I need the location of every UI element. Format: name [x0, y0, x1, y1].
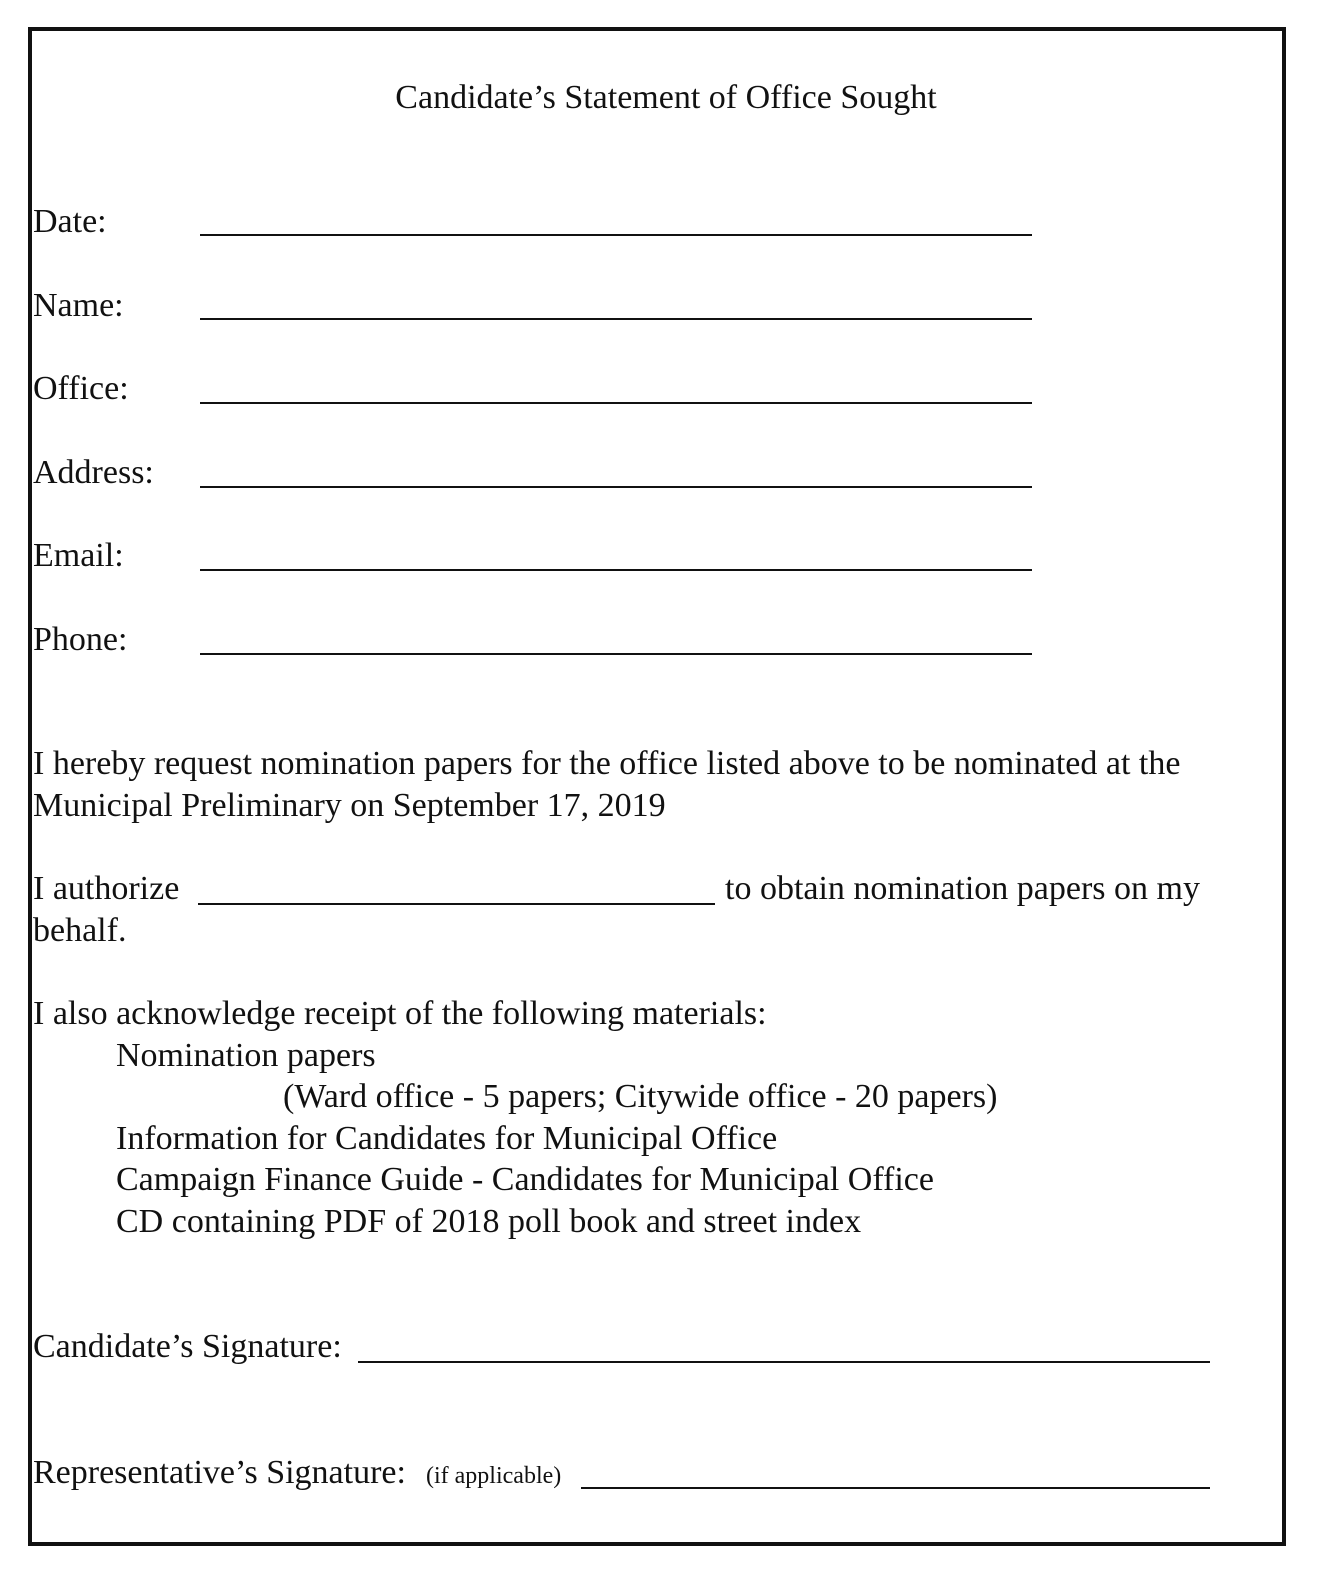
email-label: Email: — [33, 537, 124, 574]
if-applicable-note: (if applicable) — [426, 1463, 562, 1489]
representative-signature-label: Representative’s Signature: — [33, 1454, 406, 1491]
office-label: Office: — [33, 370, 129, 407]
authorize-suffix: to obtain nomination papers on my — [725, 870, 1200, 907]
candidate-signature-label: Candidate’s Signature: — [33, 1328, 342, 1365]
phone-field[interactable] — [200, 653, 1032, 655]
representative-name-field[interactable] — [198, 903, 715, 905]
phone-label: Phone: — [33, 621, 128, 658]
name-label: Name: — [33, 287, 124, 324]
email-field[interactable] — [200, 569, 1032, 571]
acknowledge-intro: I also acknowledge receipt of the following materials: — [33, 995, 767, 1032]
form-title: Candidate’s Statement of Office Sought — [395, 79, 937, 116]
material-item-note: (Ward office - 5 papers; Citywide office - 20 papers) — [283, 1078, 998, 1115]
material-item: Nomination papers — [116, 1037, 376, 1074]
address-field[interactable] — [200, 486, 1032, 488]
authorize-prefix: I authorize — [33, 870, 180, 907]
authorize-line-2: behalf. — [33, 912, 127, 949]
material-item: Campaign Finance Guide - Candidates for Municipal Office — [116, 1161, 934, 1198]
request-line-2: Municipal Preliminary on September 17, 2019 — [33, 787, 666, 824]
representative-signature-field[interactable] — [581, 1487, 1210, 1489]
name-field[interactable] — [200, 318, 1032, 320]
office-field[interactable] — [200, 402, 1032, 404]
request-line-1: I hereby request nomination papers for the office listed above to be nominated at the — [33, 745, 1181, 782]
date-field[interactable] — [200, 234, 1032, 236]
address-label: Address: — [33, 454, 154, 491]
material-item: CD containing PDF of 2018 poll book and street index — [116, 1203, 862, 1240]
candidate-signature-field[interactable] — [358, 1361, 1210, 1363]
material-item: Information for Candidates for Municipal Office — [116, 1120, 778, 1157]
date-label: Date: — [33, 203, 107, 240]
